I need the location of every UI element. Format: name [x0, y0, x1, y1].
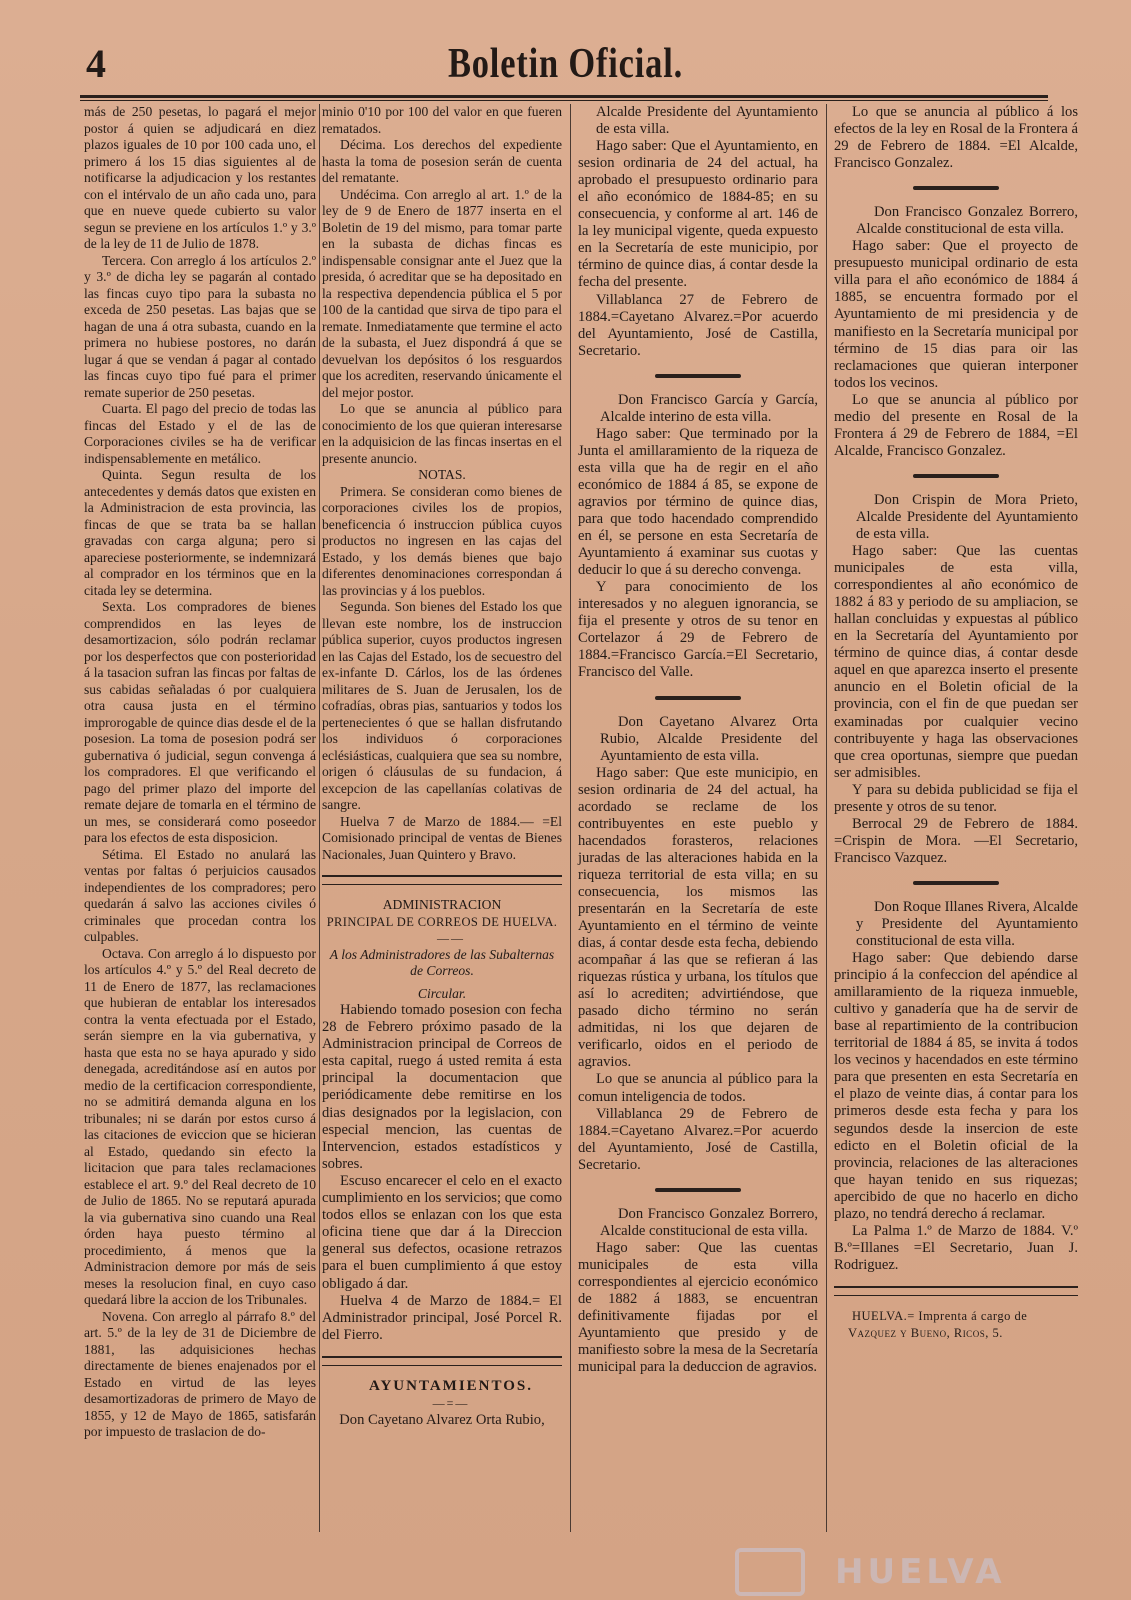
- paragraph: Villablanca 27 de Febrero de 1884.=Cayetano Alvarez.=Por acuerdo del Ayuntamiento, José de Castilla, Secretario.: [578, 291, 818, 359]
- section-rule: [322, 875, 562, 885]
- column-2: [322, 104, 562, 1429]
- paragraph: Lo que se anuncia al público por medio del presente en Rosal de la Frontera á 29 de Febrero de 1884, =El Alcalde, Francisco Gonzalez.: [834, 391, 1078, 459]
- paragraph: Y para su debida publicidad se fija el presente y otros de su tenor.: [834, 781, 1078, 815]
- column-1: [84, 104, 316, 1441]
- paragraph: Hago saber: Que las cuentas municipales de esta villa, correspondientes al año económico de 1882 á 83 y periodo de su ampliacion, se hallan concluidas y expuestas al público en la Secretaría del Ayuntamiento por término de quince dias, á contar desde aquel en que aparezca inserto el presente anuncio en el Boletin oficial de la provincia, con el fin de que puedan ser examinadas por cualquier vecino contribuyente y haga las observaciones que crea oportunas, siempre que puedan ser admisibles.: [834, 543, 1078, 781]
- paragraph: Segunda. Son bienes del Estado los que llevan este nombre, los de instruccion pública superior, cuyos productos ingresen en las Cajas del Estado, los de secuestro del ex-infante D. Cárlos, los de las órdenes militares de S. Juan de Jerusalen, los de cofradías, obras pias, santuarios y todos los pertenecientes ó que se hallan disfrutando los individuos ó corporaciones eclésiásticas, cualquiera que sea su nombre, origen ó cláusulas de su fundacion, á excepcion de las capellanías colativas de sangre.: [322, 599, 562, 812]
- paragraph: Lo que se anuncia al público á los efectos de la ley en Rosal de la Frontera á 29 de Febrero de 1884. =El Alcalde, Francisco Gonzalez.: [834, 104, 1078, 172]
- paragraph: Villablanca 29 de Febrero de 1884.=Cayetano Alvarez.=Por acuerdo del Ayuntamiento, José de Castilla, Secretario.: [578, 1105, 818, 1173]
- archive-watermark: [735, 1548, 1065, 1592]
- paragraph: Hago saber: Que el proyecto de presupuesto municipal ordinario de esta villa para el año económico de 1884 á 1885, se encuentra formado por el Ayuntamiento de mi presidencia y de manifiesto en la Secretaría municipal por término de 15 dias para oir las reclamaciones que quieran interponer todos los vecinos.: [834, 238, 1078, 391]
- imprint-line-2: Vazquez y Bueno, Ricos, 5.: [848, 1326, 1003, 1340]
- section-rule: [322, 1356, 562, 1366]
- paragraph: Cuarta. El pago del precio de todas las fincas del Estado y el de las de Corporaciones civiles se ha de verificar indispensablemente en metálico.: [84, 401, 316, 466]
- paragraph: Y para conocimiento de los interesados y no aleguen ignorancia, se fija el presente y otros de su tenor en Cortelazor á 29 de Febrero de 1884.=Francisco García.=El Secretario, Francisco del Valle.: [578, 579, 818, 681]
- paragraph: Hago saber: Que este municipio, en sesion ordinaria de 24 del actual, ha acordado se reclame de los contribuyentes en este pueblo y hacendados forasteros, relaciones juradas de las alteraciones habida en la riqueza territorial de esta villa; en su consecuencia, los mismos las presentarán en la Secretaría de este Ayuntamiento en el término de veinte dias, á contar desde esta fecha, debiendo acompañar á las que se refieran á las riquezas rústica y urbana, los títulos que así lo acrediten; advirtiéndose, que pasado dicho término no serán admitidas, ni los que dejaren de verificarlo, oidos en el periodo de agravios.: [578, 764, 818, 1071]
- paragraph: Berrocal 29 de Febrero de 1884. =Crispin de Mora. —El Secretario, Francisco Vazquez.: [834, 815, 1078, 866]
- paragraph: La Palma 1.º de Marzo de 1884. V.º B.º=Illanes =El Secretario, Juan J. Rodriguez.: [834, 1222, 1078, 1273]
- paragraph: Lo que se anuncia al público para la comun inteligencia de todos.: [578, 1071, 818, 1105]
- ornament-rule: [913, 186, 999, 190]
- paragraph: Hago saber: Que las cuentas municipales de esta villa correspondientes al ejercicio económico de 1882 á 1883, se encuentran definitivamente fijadas por el Ayuntamiento que presido y de manifiesto sobre la mesa de la Secretaría municipal para la deduccion de agravios.: [578, 1239, 818, 1376]
- paragraph: Primera. Se consideran como bienes de corporaciones civiles los de propios, beneficencia ó instruccion pública cuyos productos no ingresen en las cajas del Estado, y los demás bienes que bajo diferentes denominaciones correspondan á las provincias y á los pueblos.: [322, 483, 562, 598]
- notice-heading: Don Francisco García y García, Alcalde interino de esta villa.: [600, 391, 818, 425]
- imprint-footer: [834, 1308, 1078, 1342]
- dash-separator: ——: [437, 931, 465, 945]
- paragraph: Octava. Con arreglo á lo dispuesto por los artículos 4.º y 5.º del Real decreto de 11 de Enero de 1877, las reclamaciones que hubieran de entablar los interesados contra la venta efectuada por el Estado, serán siempre en la via gubernativa, y hasta que esta no se haya apurado y sido denegada, acreditándose así en autos por medio de la certificacion correspondiente, no se admitirá demanda alguna en los tribunales; ni se darán por estos curso á las citaciones de eviccion que se hicieran al Estado, quedando sin efecto la licitacion que para tales reclamaciones establece el art. 9.º del Real decreto de 10 de Julio de 1865. No se reputará apurada la via gubernativa sino cuando una Real órden haya puesto término al procedimiento, á menos que la Administracion demore por más de seis meses la resolucion final, en cuyo caso quedará libre la accion de los Tribunales.: [84, 945, 316, 1307]
- paragraph: minio 0'10 por 100 del valor en que fueren rematados.: [322, 104, 562, 136]
- section-heading: AYUNTAMIENTOS.: [368, 1377, 533, 1394]
- circular-label: Circular.: [417, 985, 467, 1001]
- paragraph: Sexta. Los compradores de bienes comprendidos en las leyes de desamortizacion, sólo podrán reclamar por los desperfectos que con posterioridad á la tasacion sufran las fincas por faltas de sus cabidas señaladas ó por cualquiera otra causa justa en el término improrogable de quince dias desde el de la posesion. La toma de posesion podrá ser gubernativa ó judicial, segun convenga á los compradores. El que verificando el pago del primer plazo del importe del remate dejare de tomarla en el término de un mes, se considerará como poseedor para los efectos de esta disposicion.: [84, 599, 316, 845]
- notas-heading: NOTAS.: [418, 467, 466, 482]
- watermark-text: HUELVA: [835, 1552, 1006, 1592]
- ornament-rule: [655, 696, 741, 700]
- dash-separator: —=—: [432, 1395, 470, 1410]
- column-divider: [570, 104, 571, 1532]
- paragraph: Hago saber: Que terminado por la Junta el amillaramiento de la riqueza de esta villa que ha de regir en el año económico de 1884 á 85, se expone de agravios por término de quince dias, para que todo hacendado comprendido en él, se persone en esta Secretaría de Ayuntamiento á examinar sus cuotas y deducir lo que á su derecho convenga.: [578, 425, 818, 579]
- column-divider: [319, 104, 320, 1532]
- paragraph: más de 250 pesetas, lo pagará el mejor postor á quien se adjudicará en diez plazos iguales de 10 por 100 cada uno, el primero á los 15 dias siguientes al de notificarse la adjudicacion y los restantes con el intérvalo de un año cada uno, para que en nueve quede cubierto su valor segun se previene en los artículos 1.º y 3.º de la ley de 11 de Julio de 1878.: [84, 104, 316, 251]
- paragraph: Hago saber: Que el Ayuntamiento, en sesion ordinaria de 24 del actual, ha aprobado el presupuesto ordinario para el año económico de 1884-85; en su consecuencia, y conforme al art. 146 de la ley municipal vigente, queda expuesto en la Secretaría de este municipio, por término de quince dias, á contar desde la fecha del presente.: [578, 138, 818, 291]
- paragraph: Novena. Con arreglo al párrafo 8.º del art. 5.º de la ley de 31 de Diciembre de 1881, las adquisiciones hechas directamente de bienes enajenados por el Estado en virtud de las leyes desamortizadoras de primero de Mayo de 1855, y 12 de Mayo de 1865, satisfarán por impuesto de traslacion de do-: [84, 1308, 316, 1439]
- column-4: [834, 104, 1078, 1342]
- column-divider: [826, 104, 827, 1532]
- paragraph: Habiendo tomado posesion con fecha 28 de Febrero próximo pasado de la Administracion principal de Correos de esta capital, ruego á usted remita á esta principal la documentacion que periódicamente debe remitirse en los dias designados por la legislacion, con especial mencion, las cuentas de Intervencion, estados estadísticos y sobres.: [322, 1002, 562, 1172]
- page-number: 4: [86, 41, 107, 86]
- section-rule: [834, 1286, 1078, 1296]
- imprint-line-1: HUELVA.= Imprenta á cargo de: [852, 1308, 1028, 1323]
- notice-heading: Don Cayetano Alvarez Orta Rubio,: [339, 1412, 545, 1429]
- paragraph: Quinta. Segun resulta de los antecedentes y demás datos que existen en la Administracion de esta provincia, las fincas de que se trata ba se hallan gravadas con carga alguna; pero si apareciese posteriormente, se indemnizará al comprador en los términos que en la citada ley se determina.: [84, 467, 316, 598]
- section-heading: ADMINISTRACION: [382, 897, 502, 912]
- section-subheading: PRINCIPAL DE CORREOS DE HUELVA.: [326, 914, 558, 929]
- addressee: A los Administradores de las Subalternas de Correos.: [329, 946, 555, 978]
- header-rule-thin: [80, 100, 1048, 101]
- notice-heading: Don Roque Illanes Rivera, Alcalde y Presidente del Ayuntamiento constitucional de esta villa.: [856, 898, 1078, 950]
- paragraph: Sétima. El Estado no anulará las ventas por faltas ó perjuicios causados independientes de los compradores; pero quedarán á salvo las acciones civiles ó criminales que procedan contra los culpables.: [84, 846, 316, 944]
- page-title: Boletin Oficial.: [447, 41, 684, 87]
- notice-heading: Don Crispin de Mora Prieto, Alcalde Presidente del Ayuntamiento de esta villa.: [856, 491, 1078, 542]
- ornament-rule: [913, 881, 999, 885]
- paragraph: Hago saber: Que debiendo darse principio á la confeccion del apéndice al amillaramiento de la riqueza inmueble, cultivo y ganadería que ha de servir de base al repartimiento de la contribucion territorial de 1884 á 85, se invita á todos los vecinos y hacendados en este término para que presenten en esta Secretaría en el plazo de veinte dias, á contar para los primeros desde esta fecha y para los segundos desde la insercion de este edicto en el Boletin oficial de la provincia, relaciones de las alteraciones que hayan tenido en sus riquezas; apercibido de que no hacerlo en dicho plazo, no tendrá derecho á reclamar.: [834, 950, 1078, 1222]
- notice-heading: Alcalde Presidente del Ayuntamiento de esta villa.: [596, 104, 818, 138]
- header-rule: [80, 95, 1048, 98]
- notice-heading: Don Francisco Gonzalez Borrero, Alcalde constitucional de esta villa.: [856, 204, 1078, 238]
- notice-heading: Don Cayetano Alvarez Orta Rubio, Alcalde Presidente del Ayuntamiento de esta villa.: [600, 713, 818, 764]
- ornament-rule: [913, 474, 999, 478]
- paragraph: Tercera. Con arreglo á los artículos 2.º y 3.º de dicha ley se pagarán al contado las fincas cuyo tipo para la subasta no exceda de 250 pesetas. Las bajas que se hagan de una á otra subasta, cuando en la primera no hubiese postores, no darán lugar á que se vendan á pagar al contado las fincas cuyo tipo fué para el primer remate superior de 250 pesetas.: [84, 252, 316, 400]
- column-3: [578, 104, 818, 1376]
- paragraph: Lo que se anuncia al público para conocimiento de los que quieran interesarse en la adquisicion de las fincas insertas en el presente anuncio.: [322, 401, 562, 466]
- paragraph: Escuso encarecer el celo en el exacto cumplimiento en los servicios; que como todos ellos se enlazan con los que esta oficina tiene que dar á la Direccion general sus defectos, ocasione retrazos para el buen cumplimiento á que estoy obligado á dar.: [322, 1172, 562, 1292]
- paragraph: Huelva 7 de Marzo de 1884.— =El Comisionado principal de ventas de Bienes Nacionales, Juan Quintero y Bravo.: [322, 813, 562, 862]
- paragraph: Décima. Los derechos del expediente hasta la toma de posesion serán de cuenta del rematante.: [322, 137, 562, 185]
- notice-heading: Don Francisco Gonzalez Borrero, Alcalde constitucional de esta villa.: [600, 1205, 818, 1239]
- ornament-rule: [655, 1188, 741, 1192]
- ornament-rule: [655, 374, 741, 378]
- watermark-emblem-icon: [735, 1548, 805, 1596]
- paragraph: Undécima. Con arreglo al art. 1.º de la ley de 9 de Enero de 1877 inserta en el Boletin de 19 del mismo, para tomar parte en la subasta de dichas fincas es indispensable consignar ante el Juez que la presida, ó acreditar que se ha depositado en la respectiva dependencia pública el 5 por 100 de la cantidad que sirva de tipo para el remate. Inmediatamente que termine el acto de la subasta, el Juez dispondrá á que se devuelvan los depósitos ó los resguardos que los acrediten, reservando únicamente el del mejor postor.: [322, 186, 562, 400]
- paragraph: Huelva 4 de Marzo de 1884.= El Administrador principal, José Porcel R. del Fierro.: [322, 1292, 562, 1343]
